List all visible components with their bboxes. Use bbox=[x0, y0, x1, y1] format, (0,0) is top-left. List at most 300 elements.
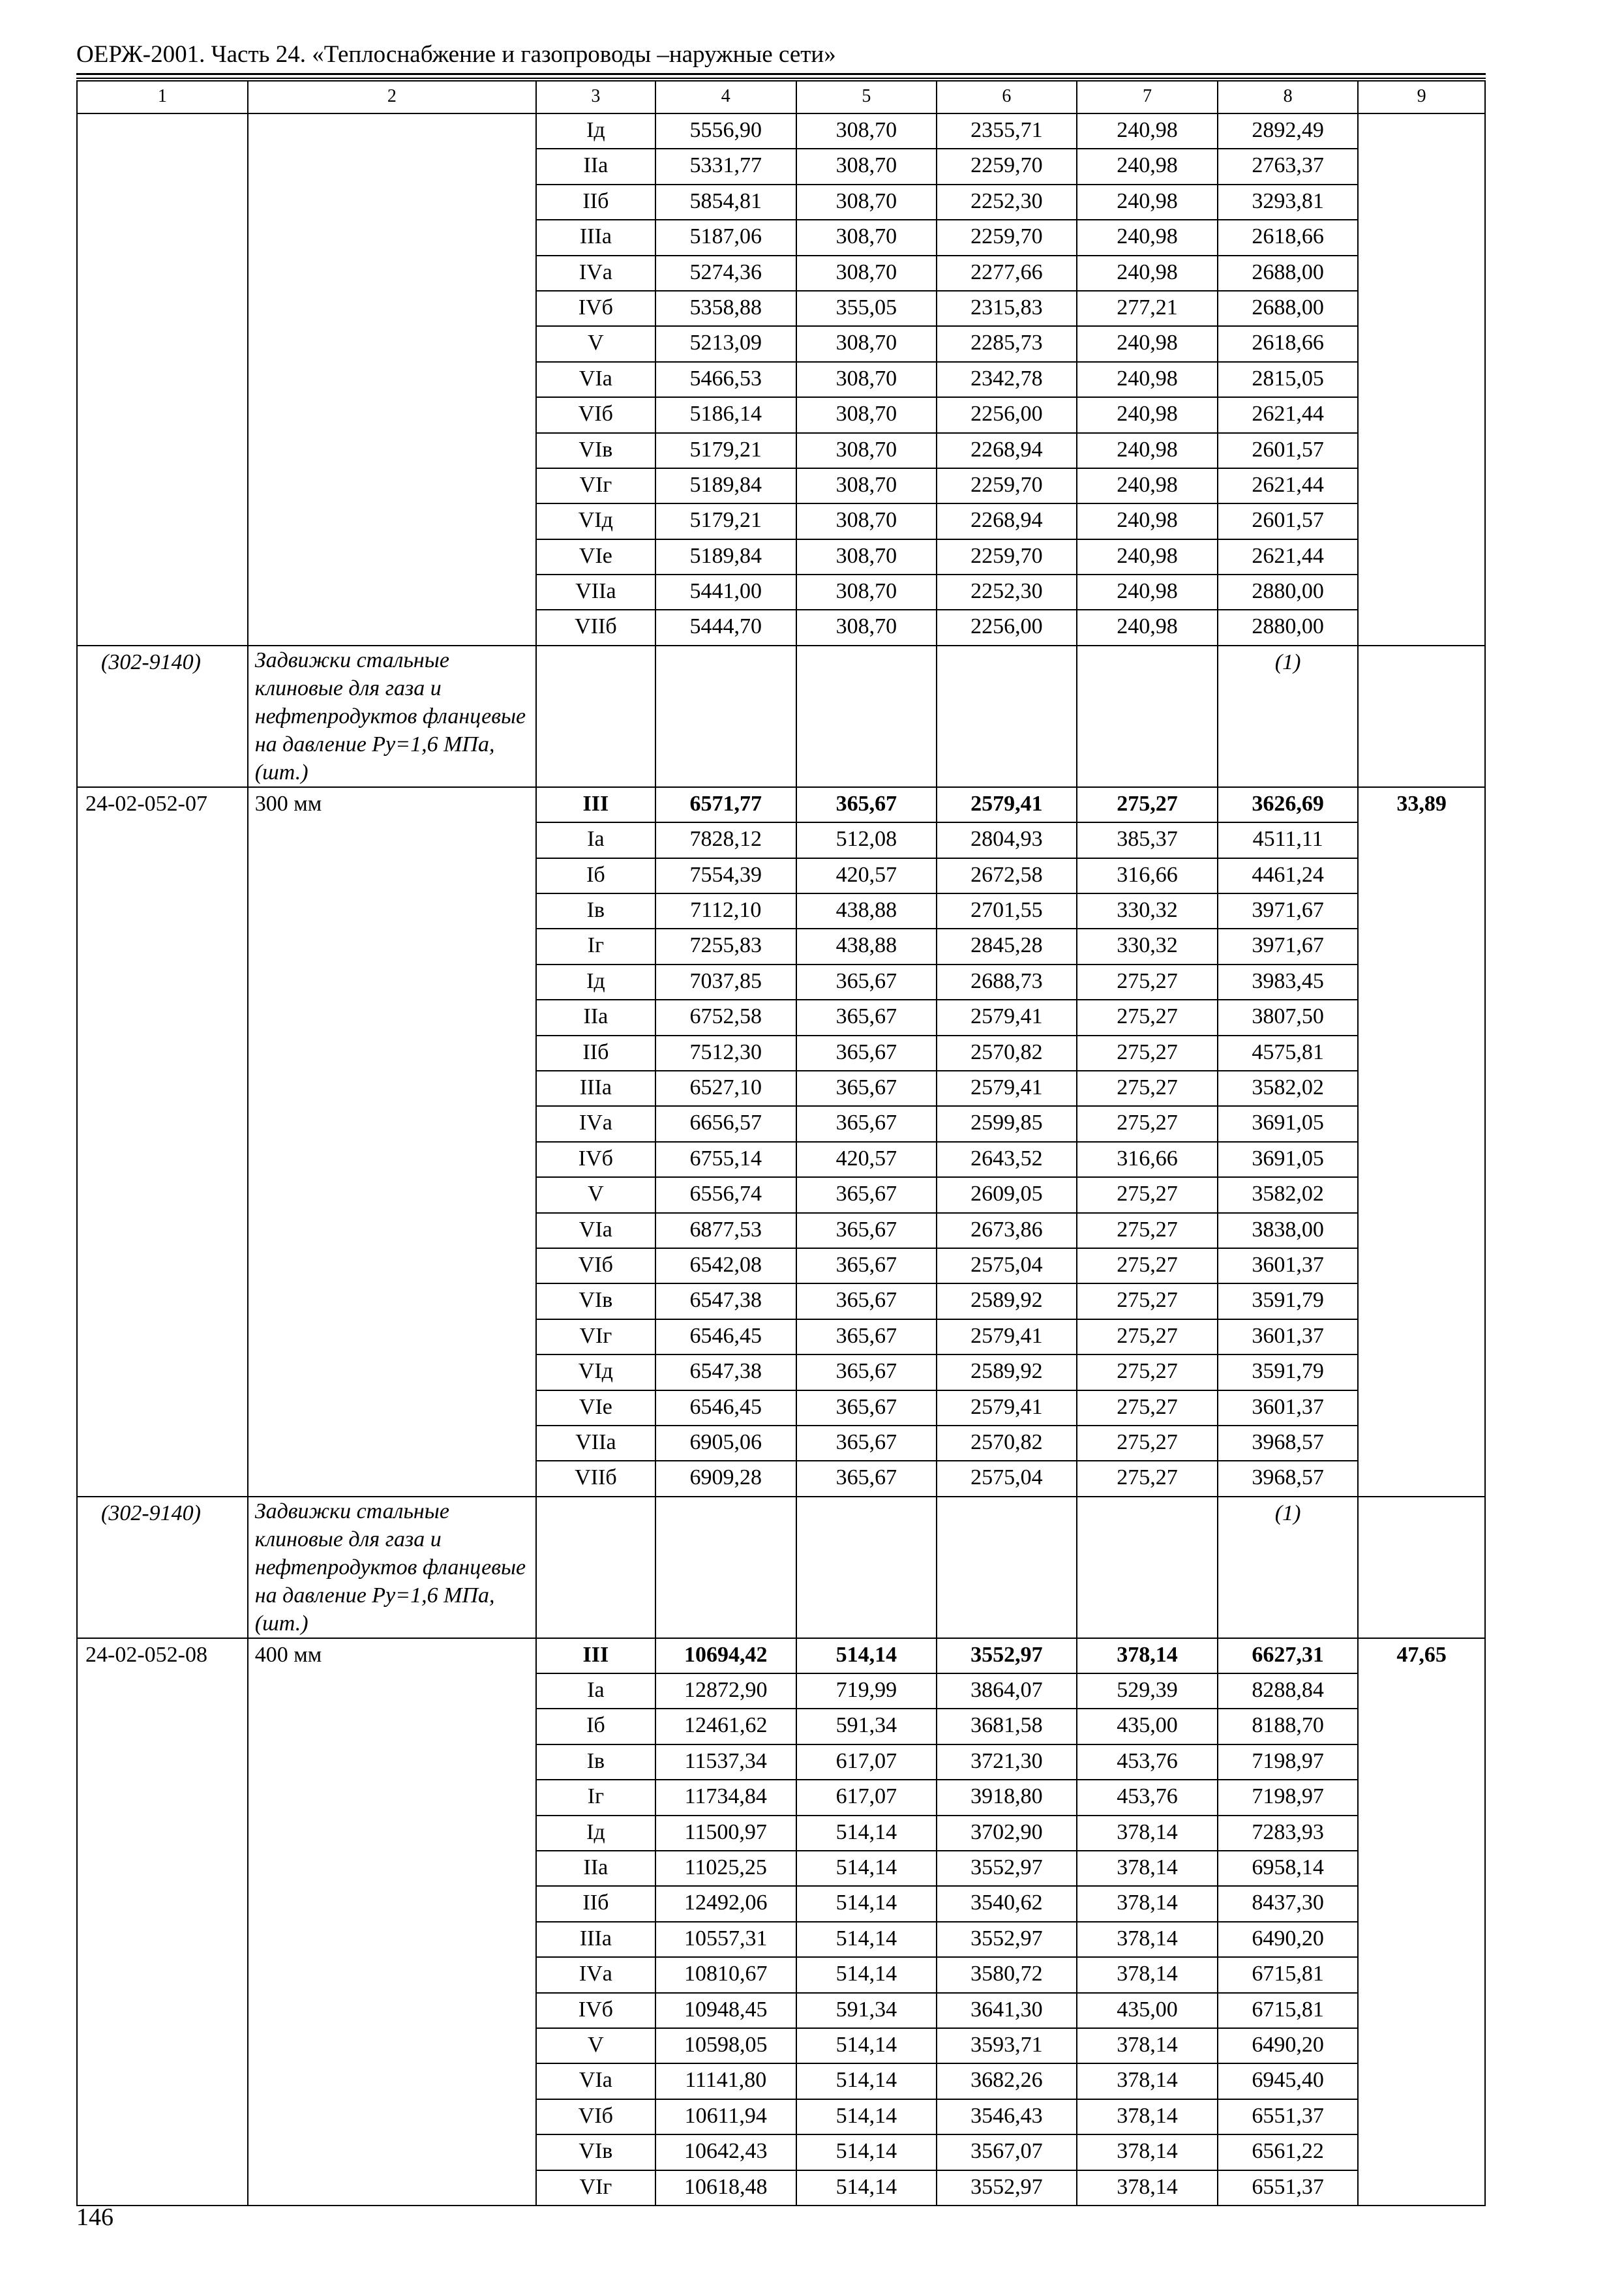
value-cell: 378,14 bbox=[1077, 1922, 1218, 1957]
value-cell: 240,98 bbox=[1077, 468, 1218, 503]
value-cell: 2256,00 bbox=[937, 610, 1077, 645]
value-cell: 2579,41 bbox=[937, 1000, 1077, 1035]
value-cell: 275,27 bbox=[1077, 1461, 1218, 1496]
region-cell: IIа bbox=[536, 1851, 655, 1886]
value-cell: 529,39 bbox=[1077, 1673, 1218, 1709]
value-cell: 6546,45 bbox=[655, 1390, 796, 1426]
value-cell: 240,98 bbox=[1077, 326, 1218, 361]
value-cell: 275,27 bbox=[1077, 1106, 1218, 1141]
region-cell: Iа bbox=[536, 822, 655, 858]
empty-cell bbox=[1358, 646, 1485, 787]
value-cell: 3546,43 bbox=[937, 2099, 1077, 2134]
value-cell: 438,88 bbox=[796, 893, 937, 929]
value-cell: 6571,77 bbox=[655, 787, 796, 822]
table-row bbox=[77, 787, 1485, 822]
value-cell: 591,34 bbox=[796, 1709, 937, 1744]
value-cell: 2845,28 bbox=[937, 929, 1077, 964]
value-cell: 10611,94 bbox=[655, 2099, 796, 2134]
value-cell: 365,67 bbox=[796, 1106, 937, 1141]
value-cell: 2618,66 bbox=[1218, 220, 1358, 255]
value-cell: 365,67 bbox=[796, 1319, 937, 1354]
empty-cell bbox=[536, 646, 655, 787]
value-cell: 2589,92 bbox=[937, 1354, 1077, 1390]
region-cell: VIIа bbox=[536, 1426, 655, 1461]
resource-count: (1) bbox=[1218, 1497, 1358, 1638]
value-cell: 438,88 bbox=[796, 929, 937, 964]
region-cell: V bbox=[536, 1177, 655, 1212]
region-cell: IVб bbox=[536, 1142, 655, 1177]
value-cell: 240,98 bbox=[1077, 503, 1218, 539]
value-cell: 10642,43 bbox=[655, 2134, 796, 2170]
resource-count: (1) bbox=[1218, 646, 1358, 787]
empty-cell bbox=[536, 1497, 655, 1638]
region-cell: Iд bbox=[536, 965, 655, 1000]
region-cell: Iб bbox=[536, 858, 655, 893]
empty-cell bbox=[937, 646, 1077, 787]
value-cell: 2575,04 bbox=[937, 1248, 1077, 1283]
value-cell: 3601,37 bbox=[1218, 1248, 1358, 1283]
page-header: ОЕРЖ-2001. Часть 24. «Теплоснабжение и газопроводы –наружные сети» bbox=[76, 41, 836, 68]
value-cell: 3591,79 bbox=[1218, 1354, 1358, 1390]
column-number: 1 bbox=[77, 81, 248, 113]
value-cell: 3552,97 bbox=[937, 1922, 1077, 1957]
table-row bbox=[77, 113, 1485, 149]
value-cell: 365,67 bbox=[796, 1071, 937, 1106]
code-cell bbox=[77, 113, 248, 646]
region-cell: VIг bbox=[536, 468, 655, 503]
value-cell: 453,76 bbox=[1077, 1780, 1218, 1815]
value-cell: 8188,70 bbox=[1218, 1709, 1358, 1744]
value-cell: 2609,05 bbox=[937, 1177, 1077, 1212]
column-number: 4 bbox=[655, 81, 796, 113]
value-cell: 365,67 bbox=[796, 1213, 937, 1248]
empty-cell bbox=[1077, 646, 1218, 787]
value-cell: 240,98 bbox=[1077, 113, 1218, 149]
column-number: 7 bbox=[1077, 81, 1218, 113]
value-cell: 5179,21 bbox=[655, 503, 796, 539]
value-cell: 3540,62 bbox=[937, 1886, 1077, 1921]
value-cell: 330,32 bbox=[1077, 929, 1218, 964]
value-cell: 308,70 bbox=[796, 362, 937, 397]
empty-cell bbox=[1358, 1497, 1485, 1638]
value-cell: 6556,74 bbox=[655, 1177, 796, 1212]
value-cell: 6752,58 bbox=[655, 1000, 796, 1035]
empty-cell bbox=[796, 646, 937, 787]
value-cell: 275,27 bbox=[1077, 1213, 1218, 1248]
value-cell: 3918,80 bbox=[937, 1780, 1077, 1815]
value-cell: 275,27 bbox=[1077, 1177, 1218, 1212]
value-cell: 512,08 bbox=[796, 822, 937, 858]
value-cell: 378,14 bbox=[1077, 1851, 1218, 1886]
value-cell: 365,67 bbox=[796, 1248, 937, 1283]
position-name: 400 мм bbox=[248, 1638, 536, 2206]
value-cell: 591,34 bbox=[796, 1993, 937, 2028]
region-cell: VIе bbox=[536, 539, 655, 575]
value-cell: 5213,09 bbox=[655, 326, 796, 361]
value-cell: 420,57 bbox=[796, 858, 937, 893]
region-cell: VIе bbox=[536, 1390, 655, 1426]
empty-cell bbox=[655, 646, 796, 787]
value-cell: 7255,83 bbox=[655, 929, 796, 964]
value-cell: 719,99 bbox=[796, 1673, 937, 1709]
value-cell: 2259,70 bbox=[937, 149, 1077, 184]
value-cell: 2252,30 bbox=[937, 185, 1077, 220]
value-cell: 3864,07 bbox=[937, 1673, 1077, 1709]
region-cell: III bbox=[536, 787, 655, 822]
value-cell: 7512,30 bbox=[655, 1036, 796, 1071]
empty-cell bbox=[937, 1497, 1077, 1638]
value-cell: 385,37 bbox=[1077, 822, 1218, 858]
value-cell: 365,67 bbox=[796, 787, 937, 822]
value-cell: 2621,44 bbox=[1218, 397, 1358, 432]
value-cell: 2673,86 bbox=[937, 1213, 1077, 1248]
value-cell: 12492,06 bbox=[655, 1886, 796, 1921]
value-cell: 2701,55 bbox=[937, 893, 1077, 929]
empty-cell bbox=[655, 1497, 796, 1638]
value-cell: 420,57 bbox=[796, 1142, 937, 1177]
value-cell: 3681,58 bbox=[937, 1709, 1077, 1744]
value-cell: 6905,06 bbox=[655, 1426, 796, 1461]
value-cell: 3552,97 bbox=[937, 1638, 1077, 1673]
region-cell: VIд bbox=[536, 503, 655, 539]
value-cell: 6656,57 bbox=[655, 1106, 796, 1141]
value-cell: 6715,81 bbox=[1218, 1993, 1358, 2028]
value-cell: 2804,93 bbox=[937, 822, 1077, 858]
value-cell: 12461,62 bbox=[655, 1709, 796, 1744]
region-cell: IIIа bbox=[536, 1071, 655, 1106]
value-cell: 5186,14 bbox=[655, 397, 796, 432]
value-cell: 7283,93 bbox=[1218, 1816, 1358, 1851]
value-cell: 3582,02 bbox=[1218, 1071, 1358, 1106]
value-cell: 316,66 bbox=[1077, 1142, 1218, 1177]
value-cell: 6547,38 bbox=[655, 1283, 796, 1319]
value-cell: 10618,48 bbox=[655, 2170, 796, 2206]
region-cell: VIа bbox=[536, 362, 655, 397]
region-cell: IVб bbox=[536, 291, 655, 326]
value-cell: 6546,45 bbox=[655, 1319, 796, 1354]
value-cell: 275,27 bbox=[1077, 1036, 1218, 1071]
value-cell: 240,98 bbox=[1077, 362, 1218, 397]
value-cell: 378,14 bbox=[1077, 1957, 1218, 1992]
value-cell: 2252,30 bbox=[937, 575, 1077, 610]
value-cell: 2268,94 bbox=[937, 433, 1077, 468]
value-cell: 6551,37 bbox=[1218, 2099, 1358, 2134]
index-cell bbox=[1358, 113, 1485, 646]
value-cell: 365,67 bbox=[796, 965, 937, 1000]
value-cell: 11734,84 bbox=[655, 1780, 796, 1815]
value-cell: 365,67 bbox=[796, 1036, 937, 1071]
value-cell: 3838,00 bbox=[1218, 1213, 1358, 1248]
value-cell: 7037,85 bbox=[655, 965, 796, 1000]
column-number: 9 bbox=[1358, 81, 1485, 113]
value-cell: 3626,69 bbox=[1218, 787, 1358, 822]
value-cell: 5331,77 bbox=[655, 149, 796, 184]
value-cell: 330,32 bbox=[1077, 893, 1218, 929]
value-cell: 2688,00 bbox=[1218, 256, 1358, 291]
value-cell: 2355,71 bbox=[937, 113, 1077, 149]
value-cell: 275,27 bbox=[1077, 1319, 1218, 1354]
region-cell: IIа bbox=[536, 1000, 655, 1035]
value-cell: 240,98 bbox=[1077, 149, 1218, 184]
value-cell: 4511,11 bbox=[1218, 822, 1358, 858]
value-cell: 10694,42 bbox=[655, 1638, 796, 1673]
value-cell: 2315,83 bbox=[937, 291, 1077, 326]
region-cell: IVа bbox=[536, 1957, 655, 1992]
value-cell: 435,00 bbox=[1077, 1709, 1218, 1744]
value-cell: 378,14 bbox=[1077, 2170, 1218, 2206]
value-cell: 6547,38 bbox=[655, 1354, 796, 1390]
value-cell: 2763,37 bbox=[1218, 149, 1358, 184]
region-cell: VIIб bbox=[536, 1461, 655, 1496]
value-cell: 10948,45 bbox=[655, 1993, 796, 2028]
value-cell: 6627,31 bbox=[1218, 1638, 1358, 1673]
note-row bbox=[77, 646, 1485, 787]
region-cell: Iв bbox=[536, 893, 655, 929]
value-cell: 2892,49 bbox=[1218, 113, 1358, 149]
resource-description: Задвижки стальные клиновые для газа и нефтепродуктов фланцевые на давление Ру=1,6 МПа, (шт.) bbox=[248, 1497, 536, 1638]
value-cell: 2621,44 bbox=[1218, 468, 1358, 503]
region-cell: IIа bbox=[536, 149, 655, 184]
page-number: 146 bbox=[76, 2204, 113, 2231]
value-cell: 3682,26 bbox=[937, 2063, 1077, 2099]
value-cell: 6490,20 bbox=[1218, 1922, 1358, 1957]
value-cell: 365,67 bbox=[796, 1426, 937, 1461]
header-rule-thick bbox=[76, 73, 1486, 75]
value-cell: 275,27 bbox=[1077, 1283, 1218, 1319]
value-cell: 514,14 bbox=[796, 2063, 937, 2099]
value-cell: 308,70 bbox=[796, 503, 937, 539]
region-cell: VIб bbox=[536, 1248, 655, 1283]
region-cell: IIб bbox=[536, 185, 655, 220]
value-cell: 3552,97 bbox=[937, 2170, 1077, 2206]
value-cell: 378,14 bbox=[1077, 1886, 1218, 1921]
value-cell: 2579,41 bbox=[937, 1390, 1077, 1426]
value-cell: 11500,97 bbox=[655, 1816, 796, 1851]
value-cell: 240,98 bbox=[1077, 610, 1218, 645]
value-cell: 275,27 bbox=[1077, 1390, 1218, 1426]
value-cell: 365,67 bbox=[796, 1000, 937, 1035]
value-cell: 453,76 bbox=[1077, 1744, 1218, 1780]
value-cell: 5556,90 bbox=[655, 113, 796, 149]
value-cell: 5444,70 bbox=[655, 610, 796, 645]
value-cell: 2672,58 bbox=[937, 858, 1077, 893]
region-cell: Iг bbox=[536, 929, 655, 964]
column-number: 2 bbox=[248, 81, 536, 113]
value-cell: 378,14 bbox=[1077, 2134, 1218, 2170]
value-cell: 2579,41 bbox=[937, 1319, 1077, 1354]
value-cell: 275,27 bbox=[1077, 1248, 1218, 1283]
value-cell: 5466,53 bbox=[655, 362, 796, 397]
value-cell: 365,67 bbox=[796, 1461, 937, 1496]
value-cell: 2621,44 bbox=[1218, 539, 1358, 575]
value-cell: 2601,57 bbox=[1218, 433, 1358, 468]
value-cell: 275,27 bbox=[1077, 787, 1218, 822]
value-cell: 2688,00 bbox=[1218, 291, 1358, 326]
region-cell: VIг bbox=[536, 2170, 655, 2206]
value-cell: 7554,39 bbox=[655, 858, 796, 893]
position-code: 24-02-052-08 bbox=[77, 1638, 248, 2206]
region-cell: VIIб bbox=[536, 610, 655, 645]
value-cell: 2259,70 bbox=[937, 220, 1077, 255]
column-numbers-row bbox=[77, 81, 1485, 113]
value-cell: 3983,45 bbox=[1218, 965, 1358, 1000]
value-cell: 2570,82 bbox=[937, 1426, 1077, 1461]
value-cell: 514,14 bbox=[796, 1816, 937, 1851]
value-cell: 308,70 bbox=[796, 113, 937, 149]
value-cell: 308,70 bbox=[796, 433, 937, 468]
value-cell: 6958,14 bbox=[1218, 1851, 1358, 1886]
value-cell: 5441,00 bbox=[655, 575, 796, 610]
value-cell: 7198,97 bbox=[1218, 1780, 1358, 1815]
region-cell: VIб bbox=[536, 2099, 655, 2134]
value-cell: 11141,80 bbox=[655, 2063, 796, 2099]
column-number: 8 bbox=[1218, 81, 1358, 113]
value-cell: 3580,72 bbox=[937, 1957, 1077, 1992]
value-cell: 365,67 bbox=[796, 1390, 937, 1426]
region-cell: VIв bbox=[536, 2134, 655, 2170]
value-cell: 275,27 bbox=[1077, 1426, 1218, 1461]
value-cell: 5358,88 bbox=[655, 291, 796, 326]
region-cell: IIIа bbox=[536, 1922, 655, 1957]
value-cell: 365,67 bbox=[796, 1283, 937, 1319]
value-cell: 514,14 bbox=[796, 1922, 937, 1957]
region-cell: Iд bbox=[536, 1816, 655, 1851]
price-table bbox=[76, 80, 1486, 2206]
value-cell: 7112,10 bbox=[655, 893, 796, 929]
value-cell: 240,98 bbox=[1077, 220, 1218, 255]
value-cell: 514,14 bbox=[796, 2170, 937, 2206]
value-cell: 2256,00 bbox=[937, 397, 1077, 432]
value-cell: 316,66 bbox=[1077, 858, 1218, 893]
value-cell: 308,70 bbox=[796, 326, 937, 361]
empty-cell bbox=[796, 1497, 937, 1638]
value-cell: 435,00 bbox=[1077, 1993, 1218, 2028]
value-cell: 6909,28 bbox=[655, 1461, 796, 1496]
value-cell: 240,98 bbox=[1077, 397, 1218, 432]
value-cell: 2579,41 bbox=[937, 787, 1077, 822]
region-cell: Iв bbox=[536, 1744, 655, 1780]
region-cell: IIIа bbox=[536, 220, 655, 255]
value-cell: 378,14 bbox=[1077, 1816, 1218, 1851]
region-cell: Iг bbox=[536, 1780, 655, 1815]
value-cell: 6542,08 bbox=[655, 1248, 796, 1283]
region-cell: VIг bbox=[536, 1319, 655, 1354]
name-cell bbox=[248, 113, 536, 646]
value-cell: 2277,66 bbox=[937, 256, 1077, 291]
value-cell: 308,70 bbox=[796, 539, 937, 575]
value-cell: 514,14 bbox=[796, 2028, 937, 2063]
region-cell: IVа bbox=[536, 256, 655, 291]
region-cell: VIа bbox=[536, 1213, 655, 1248]
column-number: 6 bbox=[937, 81, 1077, 113]
value-cell: 3971,67 bbox=[1218, 929, 1358, 964]
value-cell: 514,14 bbox=[796, 2099, 937, 2134]
value-cell: 617,07 bbox=[796, 1744, 937, 1780]
value-cell: 275,27 bbox=[1077, 965, 1218, 1000]
value-cell: 378,14 bbox=[1077, 2099, 1218, 2134]
value-cell: 6945,40 bbox=[1218, 2063, 1358, 2099]
region-cell: IIб bbox=[536, 1036, 655, 1071]
value-cell: 3293,81 bbox=[1218, 185, 1358, 220]
empty-cell bbox=[1077, 1497, 1218, 1638]
value-cell: 5187,06 bbox=[655, 220, 796, 255]
value-cell: 2342,78 bbox=[937, 362, 1077, 397]
resource-code: (302-9140) bbox=[77, 1497, 248, 1638]
value-cell: 7198,97 bbox=[1218, 1744, 1358, 1780]
value-cell: 5179,21 bbox=[655, 433, 796, 468]
value-cell: 2570,82 bbox=[937, 1036, 1077, 1071]
value-cell: 2815,05 bbox=[1218, 362, 1358, 397]
value-cell: 3691,05 bbox=[1218, 1142, 1358, 1177]
region-cell: VIIа bbox=[536, 575, 655, 610]
value-cell: 3702,90 bbox=[937, 1816, 1077, 1851]
value-cell: 240,98 bbox=[1077, 539, 1218, 575]
value-cell: 10810,67 bbox=[655, 1957, 796, 1992]
value-cell: 2579,41 bbox=[937, 1071, 1077, 1106]
region-cell: IIб bbox=[536, 1886, 655, 1921]
value-cell: 2259,70 bbox=[937, 539, 1077, 575]
resource-description: Задвижки стальные клиновые для газа и нефтепродуктов фланцевые на давление Ру=1,6 МПа, (шт.) bbox=[248, 646, 536, 787]
value-cell: 2601,57 bbox=[1218, 503, 1358, 539]
value-cell: 240,98 bbox=[1077, 433, 1218, 468]
position-name: 300 мм bbox=[248, 787, 536, 1497]
region-cell: Iд bbox=[536, 113, 655, 149]
value-cell: 514,14 bbox=[796, 2134, 937, 2170]
value-cell: 10557,31 bbox=[655, 1922, 796, 1957]
value-cell: 3641,30 bbox=[937, 1993, 1077, 2028]
region-cell: VIд bbox=[536, 1354, 655, 1390]
value-cell: 10598,05 bbox=[655, 2028, 796, 2063]
value-cell: 3552,97 bbox=[937, 1851, 1077, 1886]
value-cell: 2880,00 bbox=[1218, 610, 1358, 645]
region-cell: III bbox=[536, 1638, 655, 1673]
region-cell: VIа bbox=[536, 2063, 655, 2099]
value-cell: 2643,52 bbox=[937, 1142, 1077, 1177]
value-cell: 378,14 bbox=[1077, 2028, 1218, 2063]
value-cell: 3807,50 bbox=[1218, 1000, 1358, 1035]
value-cell: 3691,05 bbox=[1218, 1106, 1358, 1141]
value-cell: 6551,37 bbox=[1218, 2170, 1358, 2206]
region-cell: Iб bbox=[536, 1709, 655, 1744]
value-cell: 365,67 bbox=[796, 1177, 937, 1212]
value-cell: 2599,85 bbox=[937, 1106, 1077, 1141]
value-cell: 8437,30 bbox=[1218, 1886, 1358, 1921]
resource-code: (302-9140) bbox=[77, 646, 248, 787]
value-cell: 2880,00 bbox=[1218, 575, 1358, 610]
value-cell: 6755,14 bbox=[655, 1142, 796, 1177]
value-cell: 7828,12 bbox=[655, 822, 796, 858]
value-cell: 6490,20 bbox=[1218, 2028, 1358, 2063]
value-cell: 308,70 bbox=[796, 220, 937, 255]
value-cell: 378,14 bbox=[1077, 2063, 1218, 2099]
value-cell: 2575,04 bbox=[937, 1461, 1077, 1496]
value-cell: 514,14 bbox=[796, 1851, 937, 1886]
region-cell: VIб bbox=[536, 397, 655, 432]
value-cell: 5189,84 bbox=[655, 539, 796, 575]
value-cell: 514,14 bbox=[796, 1886, 937, 1921]
value-cell: 3971,67 bbox=[1218, 893, 1358, 929]
value-cell: 2259,70 bbox=[937, 468, 1077, 503]
value-cell: 3567,07 bbox=[937, 2134, 1077, 2170]
header-rule-thin bbox=[76, 78, 1486, 79]
value-cell: 240,98 bbox=[1077, 185, 1218, 220]
column-number: 3 bbox=[536, 81, 655, 113]
note-row bbox=[77, 1497, 1485, 1638]
value-cell: 3601,37 bbox=[1218, 1390, 1358, 1426]
region-cell: Iа bbox=[536, 1673, 655, 1709]
value-cell: 3593,71 bbox=[937, 2028, 1077, 2063]
position-index: 33,89 bbox=[1358, 787, 1485, 1497]
